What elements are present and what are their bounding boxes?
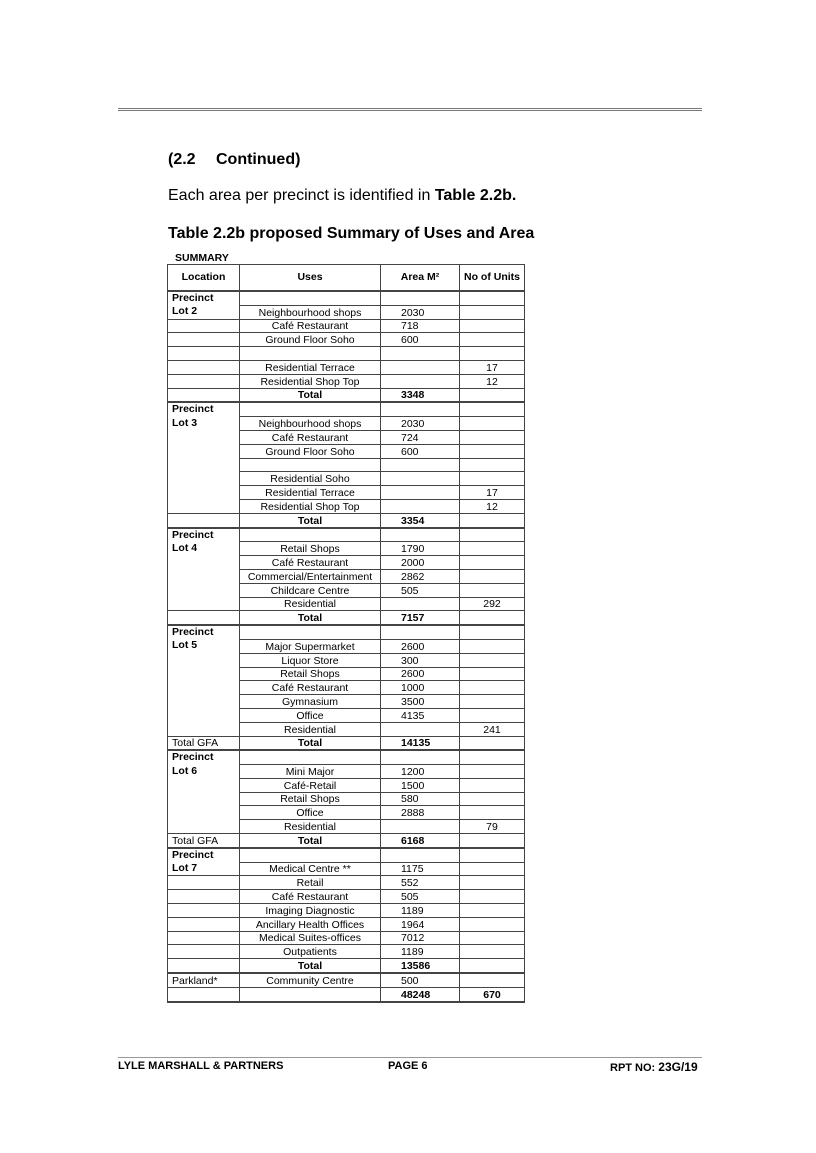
location-cell [168, 778, 240, 792]
total-location-cell [168, 513, 240, 527]
grand-total-uses [240, 987, 381, 1001]
table-row [168, 778, 525, 792]
empty-cell [460, 528, 525, 542]
total-units [460, 513, 525, 527]
area-cell: 2030 [381, 305, 460, 319]
table-row [168, 305, 525, 319]
use-cell: Residential [240, 597, 381, 611]
table-row [168, 444, 525, 458]
table-row [168, 708, 525, 722]
precinct-label-row [168, 291, 525, 305]
use-cell: Residential Shop Top [240, 374, 381, 388]
empty-cell [460, 402, 525, 416]
area-cell [381, 374, 460, 388]
empty-cell [381, 402, 460, 416]
header-location: Location [168, 265, 240, 292]
precinct-lot: Lot 3 [168, 417, 240, 431]
use-cell: Mini Major [240, 765, 381, 779]
area-cell: 1200 [381, 765, 460, 779]
precinct-label-row [168, 848, 525, 862]
units-cell [460, 542, 525, 556]
location-cell [168, 556, 240, 570]
area-cell: 552 [381, 876, 460, 890]
total-label: Total [240, 736, 381, 750]
area-cell: 1964 [381, 917, 460, 931]
area-cell: 2600 [381, 639, 460, 653]
location-cell [168, 876, 240, 890]
table-row [168, 820, 525, 834]
table-row [168, 458, 525, 472]
parkland-units [460, 973, 525, 987]
area-cell [381, 486, 460, 500]
use-cell: Café Restaurant [240, 556, 381, 570]
units-cell [460, 347, 525, 361]
area-cell: 600 [381, 444, 460, 458]
units-cell [460, 639, 525, 653]
area-cell: 4135 [381, 708, 460, 722]
empty-cell [381, 528, 460, 542]
units-cell [460, 444, 525, 458]
empty-cell [460, 291, 525, 305]
total-location-cell [168, 388, 240, 402]
location-cell [168, 945, 240, 959]
table-row [168, 472, 525, 486]
table-header-row [168, 265, 525, 292]
precinct-label: Precinct [168, 848, 240, 862]
units-cell [460, 708, 525, 722]
precinct-label: Precinct [168, 528, 240, 542]
use-cell: Commercial/Entertainment [240, 569, 381, 583]
use-cell: Residential Shop Top [240, 499, 381, 513]
location-cell [168, 430, 240, 444]
units-cell [460, 862, 525, 876]
section-heading [168, 151, 300, 169]
empty-cell [240, 848, 381, 862]
use-cell: Retail [240, 876, 381, 890]
location-cell [168, 904, 240, 918]
table-row [168, 430, 525, 444]
empty-cell [460, 625, 525, 639]
precinct-label-row [168, 625, 525, 639]
total-area: 14135 [381, 736, 460, 750]
units-cell [460, 319, 525, 333]
location-cell [168, 444, 240, 458]
location-cell [168, 333, 240, 347]
empty-cell [381, 291, 460, 305]
location-cell [168, 722, 240, 736]
table-row [168, 862, 525, 876]
use-cell: Residential [240, 722, 381, 736]
table-row [168, 667, 525, 681]
precinct-lot: Lot 6 [168, 765, 240, 779]
area-cell: 1790 [381, 542, 460, 556]
table-row [168, 583, 525, 597]
area-cell: 505 [381, 583, 460, 597]
units-cell [460, 583, 525, 597]
units-cell: 17 [460, 486, 525, 500]
section-number: (2.2 [168, 151, 196, 168]
footer-company: LYLE MARSHALL & PARTNERS [118, 1060, 284, 1072]
units-cell [460, 667, 525, 681]
units-cell [460, 792, 525, 806]
units-cell [460, 778, 525, 792]
intro-table-ref: Table 2.2b. [434, 187, 517, 204]
total-row [168, 611, 525, 625]
precinct-lot: Lot 7 [168, 862, 240, 876]
use-cell: Neighbourhood shops [240, 305, 381, 319]
empty-cell [460, 750, 525, 764]
location-cell [168, 583, 240, 597]
total-location-cell: Total GFA [168, 834, 240, 848]
footer-rule [118, 1057, 702, 1058]
empty-cell [381, 848, 460, 862]
area-cell [381, 360, 460, 374]
units-cell [460, 945, 525, 959]
use-cell: Medical Centre ** [240, 862, 381, 876]
location-cell [168, 458, 240, 472]
units-cell [460, 806, 525, 820]
area-cell: 2862 [381, 569, 460, 583]
area-cell: 7012 [381, 931, 460, 945]
units-cell [460, 653, 525, 667]
area-cell: 1000 [381, 681, 460, 695]
total-units [460, 834, 525, 848]
location-cell [168, 347, 240, 361]
precinct-label: Precinct [168, 625, 240, 639]
use-cell: Retail Shops [240, 542, 381, 556]
total-units [460, 736, 525, 750]
use-cell: Liquor Store [240, 653, 381, 667]
table-row [168, 569, 525, 583]
parkland-area: 500 [381, 973, 460, 987]
table-row [168, 639, 525, 653]
total-area: 7157 [381, 611, 460, 625]
units-cell: 12 [460, 499, 525, 513]
units-cell: 79 [460, 820, 525, 834]
table-body [168, 291, 525, 1002]
location-cell [168, 472, 240, 486]
area-cell: 718 [381, 319, 460, 333]
footer-report-number [610, 1060, 698, 1074]
total-label: Total [240, 959, 381, 973]
table-row [168, 681, 525, 695]
table-row [168, 945, 525, 959]
location-cell [168, 653, 240, 667]
table-row [168, 765, 525, 779]
use-cell: Childcare Centre [240, 583, 381, 597]
precinct-label-row [168, 528, 525, 542]
intro-text: Each area per precinct is identified in [168, 187, 435, 204]
use-cell: Residential Terrace [240, 486, 381, 500]
summary-label: SUMMARY [175, 252, 229, 264]
use-cell: Residential Soho [240, 472, 381, 486]
precinct-lot: Lot 4 [168, 542, 240, 556]
location-cell [168, 597, 240, 611]
area-cell [381, 347, 460, 361]
location-cell [168, 708, 240, 722]
area-cell: 2030 [381, 417, 460, 431]
area-cell: 724 [381, 430, 460, 444]
location-cell [168, 806, 240, 820]
units-cell [460, 458, 525, 472]
use-cell: Ground Floor Soho [240, 444, 381, 458]
precinct-label: Precinct [168, 750, 240, 764]
empty-cell [240, 402, 381, 416]
table-row [168, 792, 525, 806]
use-cell: Café Restaurant [240, 319, 381, 333]
table-row [168, 333, 525, 347]
location-cell [168, 890, 240, 904]
location-cell [168, 681, 240, 695]
grand-total-row [168, 987, 525, 1001]
area-cell [381, 472, 460, 486]
use-cell: Outpatients [240, 945, 381, 959]
units-cell: 292 [460, 597, 525, 611]
location-cell [168, 917, 240, 931]
use-cell [240, 347, 381, 361]
units-cell [460, 417, 525, 431]
summary-table [167, 264, 525, 1003]
intro-paragraph [168, 187, 516, 205]
precinct-lot: Lot 2 [168, 305, 240, 319]
total-row [168, 736, 525, 750]
table-row [168, 695, 525, 709]
table-row [168, 360, 525, 374]
total-area: 13586 [381, 959, 460, 973]
units-cell [460, 472, 525, 486]
table-row [168, 917, 525, 931]
location-cell [168, 499, 240, 513]
use-cell: Café Restaurant [240, 430, 381, 444]
use-cell: Residential [240, 820, 381, 834]
use-cell: Retail Shops [240, 667, 381, 681]
total-label: Total [240, 513, 381, 527]
empty-cell [460, 848, 525, 862]
table-row [168, 542, 525, 556]
units-cell [460, 765, 525, 779]
use-cell: Office [240, 708, 381, 722]
area-cell [381, 458, 460, 472]
table-row [168, 890, 525, 904]
table-row [168, 556, 525, 570]
use-cell: Retail Shops [240, 792, 381, 806]
units-cell [460, 430, 525, 444]
use-cell: Gymnasium [240, 695, 381, 709]
area-cell: 2000 [381, 556, 460, 570]
total-row [168, 513, 525, 527]
precinct-lot: Lot 5 [168, 639, 240, 653]
total-units [460, 959, 525, 973]
use-cell: Neighbourhood shops [240, 417, 381, 431]
table-row [168, 876, 525, 890]
empty-cell [381, 750, 460, 764]
area-cell: 1189 [381, 904, 460, 918]
units-cell [460, 931, 525, 945]
area-cell: 3500 [381, 695, 460, 709]
units-cell: 241 [460, 722, 525, 736]
area-cell [381, 722, 460, 736]
table-caption: Table 2.2b proposed Summary of Uses and Area [168, 225, 535, 242]
total-row [168, 959, 525, 973]
total-units [460, 388, 525, 402]
location-cell [168, 569, 240, 583]
total-area: 3354 [381, 513, 460, 527]
use-cell: Ground Floor Soho [240, 333, 381, 347]
header-rule [118, 108, 702, 111]
units-cell [460, 904, 525, 918]
use-cell: Major Supermarket [240, 639, 381, 653]
total-row [168, 834, 525, 848]
total-location-cell: Total GFA [168, 736, 240, 750]
empty-cell [240, 528, 381, 542]
units-cell: 17 [460, 360, 525, 374]
parkland-row [168, 973, 525, 987]
table-row [168, 653, 525, 667]
use-cell: Café Restaurant [240, 890, 381, 904]
use-cell: Café Restaurant [240, 681, 381, 695]
units-cell [460, 890, 525, 904]
location-cell [168, 319, 240, 333]
table-row [168, 806, 525, 820]
area-cell [381, 499, 460, 513]
total-location-cell [168, 611, 240, 625]
table-row [168, 597, 525, 611]
units-cell [460, 333, 525, 347]
precinct-label-row [168, 750, 525, 764]
grand-total-location [168, 987, 240, 1001]
table-row [168, 374, 525, 388]
total-row [168, 388, 525, 402]
empty-cell [381, 625, 460, 639]
location-cell [168, 820, 240, 834]
use-cell [240, 458, 381, 472]
total-area: 6168 [381, 834, 460, 848]
precinct-label: Precinct [168, 402, 240, 416]
total-label: Total [240, 834, 381, 848]
precinct-label: Precinct [168, 291, 240, 305]
units-cell [460, 695, 525, 709]
total-label: Total [240, 388, 381, 402]
table-row [168, 904, 525, 918]
units-cell [460, 556, 525, 570]
use-cell: Imaging Diagnostic [240, 904, 381, 918]
table-row [168, 931, 525, 945]
area-cell: 1175 [381, 862, 460, 876]
area-cell: 1189 [381, 945, 460, 959]
units-cell [460, 917, 525, 931]
area-cell [381, 820, 460, 834]
table-row [168, 347, 525, 361]
location-cell [168, 792, 240, 806]
area-cell: 300 [381, 653, 460, 667]
location-cell [168, 931, 240, 945]
table-row [168, 722, 525, 736]
use-cell: Residential Terrace [240, 360, 381, 374]
location-cell [168, 695, 240, 709]
footer-page-number: PAGE 6 [388, 1060, 428, 1072]
footer-report-prefix: RPT NO: [610, 1062, 659, 1074]
area-cell: 2600 [381, 667, 460, 681]
table-row [168, 486, 525, 500]
use-cell: Medical Suites-offices [240, 931, 381, 945]
total-units [460, 611, 525, 625]
area-cell: 1500 [381, 778, 460, 792]
table-row [168, 319, 525, 333]
table-row [168, 499, 525, 513]
area-cell: 505 [381, 890, 460, 904]
area-cell: 2888 [381, 806, 460, 820]
use-cell: Office [240, 806, 381, 820]
total-area: 3348 [381, 388, 460, 402]
empty-cell [240, 625, 381, 639]
empty-cell [240, 750, 381, 764]
header-area: Area M² [381, 265, 460, 292]
location-cell [168, 667, 240, 681]
empty-cell [240, 291, 381, 305]
units-cell [460, 569, 525, 583]
location-cell [168, 374, 240, 388]
location-cell [168, 360, 240, 374]
area-cell [381, 597, 460, 611]
total-label: Total [240, 611, 381, 625]
footer-report-code: 23G/19 [658, 1060, 698, 1074]
units-cell [460, 876, 525, 890]
area-cell: 580 [381, 792, 460, 806]
grand-total-area: 48248 [381, 987, 460, 1001]
use-cell: Café-Retail [240, 778, 381, 792]
parkland-use: Community Centre [240, 973, 381, 987]
units-cell [460, 305, 525, 319]
header-uses: Uses [240, 265, 381, 292]
parkland-location: Parkland* [168, 973, 240, 987]
area-cell: 600 [381, 333, 460, 347]
units-cell: 12 [460, 374, 525, 388]
total-location-cell [168, 959, 240, 973]
table-row [168, 417, 525, 431]
precinct-label-row [168, 402, 525, 416]
section-title: Continued) [216, 151, 301, 168]
header-units: No of Units [460, 265, 525, 292]
grand-total-units: 670 [460, 987, 525, 1001]
use-cell: Ancillary Health Offices [240, 917, 381, 931]
location-cell [168, 486, 240, 500]
units-cell [460, 681, 525, 695]
